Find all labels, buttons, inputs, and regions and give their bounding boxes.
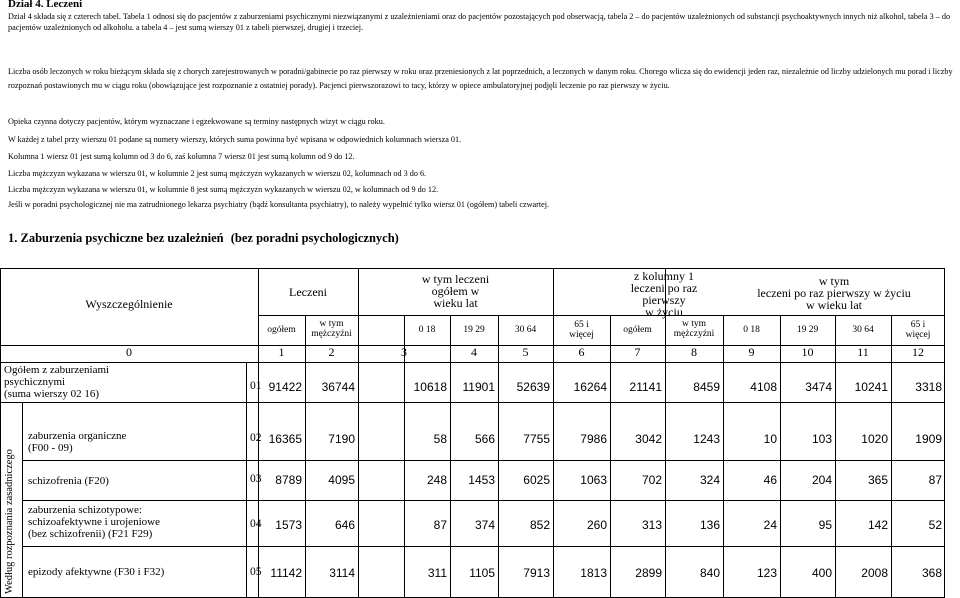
header-w-tym-label: w tym [319, 319, 344, 329]
row-code-05: 05 [250, 566, 262, 578]
table-cell-r04-c12: 52 [928, 518, 942, 532]
table-cell-r04-c6: 260 [586, 518, 607, 532]
rule [246, 362, 247, 598]
header-65-line2: więcej [569, 330, 594, 340]
row-01-label-line3: (suma wierszy 02 16) [4, 388, 100, 400]
header-w-tym-mezczyzni [305, 319, 358, 339]
table-title-main: 1. Zaburzenia psychiczne bez uzależnień [8, 231, 224, 245]
paragraph-opieka-czynna: Opieka czynna dotyczy pacjentów, którym wyznaczane i egzekwowane są terminy następnych wizyt w ciągu roku. [8, 117, 385, 126]
rule [22, 460, 945, 461]
header-age-19-29: 19 29 [463, 325, 485, 335]
header-z-kolumny-1-line1: z kolumny 1 [634, 269, 694, 283]
table-cell-r03-c10: 204 [811, 473, 832, 487]
row-05-label-line1: epizody afektywne (F30 i F32) [28, 566, 165, 578]
header-w-tym-mezczyzni-first [665, 319, 723, 339]
table-cell-r03-c2: 4095 [328, 473, 355, 487]
table-cell-r05-c2: 3114 [329, 566, 355, 580]
table-cell-r05-c12: 368 [921, 566, 942, 580]
row-04-label-line1: zaburzenia schizotypowe: [28, 504, 142, 516]
header-age-19-29-first: 19 29 [796, 325, 819, 335]
data-table [0, 268, 948, 595]
row-label-04 [28, 504, 243, 540]
section-heading: Dział 4. Leczeni [8, 0, 83, 10]
header-first-in-life-by-age [723, 275, 945, 311]
row-01-label-line1: Ogółem z zaburzeniami [4, 364, 110, 376]
header-mezczyzni-label: mężczyźni [311, 329, 352, 339]
row-01-label-line2: psychicznymi [4, 376, 66, 388]
table-cell-r04-c7: 313 [641, 518, 662, 532]
row-label-03 [28, 475, 243, 487]
table-cell-r01-c6: 16264 [573, 380, 607, 394]
header-first-age-line2: leczeni po raz pierwszy w życiu [757, 286, 911, 300]
rule [22, 402, 23, 598]
header-mezczyzni-label-first: mężczyźni [673, 329, 715, 339]
header-age-65-plus-first [891, 320, 945, 340]
row-04-label-line3: (bez schizofrenii) (F21 F29) [28, 528, 153, 540]
header-65-line2-first: więcej [905, 330, 931, 340]
table-cell-r05-c8: 840 [699, 566, 720, 580]
header-age-0-18-first: 0 18 [743, 325, 760, 335]
rule [258, 315, 945, 316]
table-cell-r02-c11: 1020 [861, 432, 888, 446]
table-cell-r03-c5: 6025 [523, 473, 550, 487]
header-z-kolumny-1-line2: leczeni po raz [630, 281, 698, 295]
table-cell-r04-c1: 1573 [275, 518, 302, 532]
table-cell-r03-c8: 324 [699, 473, 720, 487]
header-z-kolumny-1-line3: pierwszy [642, 293, 686, 307]
table-cell-r02-c6: 7986 [580, 432, 607, 446]
row-code-02: 02 [250, 432, 262, 444]
column-number-2: 2 [328, 345, 335, 359]
header-age-30-64-first: 30 64 [852, 325, 874, 335]
table-cell-r03-c11: 365 [867, 473, 888, 487]
table-cell-r04-c11: 142 [867, 518, 888, 532]
paragraph-row-sums: W każdej z tabel przy wierszu 01 podane są numery wierszy, których suma powinna być wpisana w odpowiednich kolumnach wiersza 01. [8, 135, 462, 144]
column-number-7: 7 [634, 345, 641, 359]
column-number-12: 12 [912, 345, 924, 359]
table-cell-r01-c7: 21141 [629, 380, 662, 394]
table-cell-r03-c9: 46 [763, 473, 777, 487]
table-cell-r02-c12: 1909 [915, 432, 942, 446]
header-z-kolumny-1-line4: w życiu [645, 305, 683, 319]
header-ogolem: ogółem [267, 325, 296, 335]
table-cell-r01-c3: 10618 [413, 380, 447, 394]
table-cell-r02-c9: 10 [763, 432, 777, 446]
header-w-tym-leczeni-line2: ogółem w [431, 284, 480, 298]
row-02-label-line1: zaburzenia organiczne [28, 430, 127, 442]
table-cell-r03-c3: 248 [426, 473, 447, 487]
table-cell-r01-c12: 3318 [915, 380, 942, 394]
table-cell-r05-c4: 1105 [469, 566, 495, 580]
column-number-9: 9 [748, 345, 755, 359]
rule [0, 402, 945, 403]
table-cell-r02-c4: 566 [474, 432, 495, 446]
table-cell-r05-c10: 400 [811, 566, 832, 580]
header-age-30-64: 30 64 [514, 325, 537, 335]
paragraph-leczeni-definition: Liczba osób leczonych w roku bieżącym składa się z chorych zarejestrowanych w poradni/gabinecie po raz pierwszy w roku oraz przeniesionych z lat poprzednich, a leczonych w danym roku. Chorego wlicza się do ewidencji jeden raz, niezależnie od liczby udzielonych mu porad i liczby rozpoznań postawionych mu w ciągu roku (obowiązujące jest rozpoznanie z ostatniej porady). Pacjenci pierwszorazowi to tacy, którzy w opiece ambulatoryjnej podjęli leczenie po raz pierwszy w życiu. [8, 67, 953, 90]
table-cell-r04-c8: 136 [699, 518, 720, 532]
table-cell-r05-c3: 311 [427, 566, 447, 580]
column-number-8: 8 [691, 345, 697, 359]
column-number-0: 0 [126, 345, 132, 359]
header-w-tym-label-first: w tym [681, 319, 706, 329]
table-cell-r04-c10: 95 [818, 518, 832, 532]
table-cell-r04-c3: 87 [433, 518, 447, 532]
column-number-4: 4 [471, 345, 477, 359]
table-cell-r03-c7: 702 [641, 473, 662, 487]
table-cell-r03-c1: 8789 [275, 473, 302, 487]
row-03-label-line1: schizofrenia (F20) [28, 475, 109, 487]
header-ogolem-first: ogółem [623, 325, 652, 335]
header-first-age-line1: w tym [818, 274, 850, 288]
table-cell-r04-c4: 374 [474, 518, 495, 532]
column-number-10: 10 [801, 345, 814, 359]
paragraph-men-col8: Liczba mężczyzn wykazana w wierszu 01, w kolumnie 8 jest sumą mężczyzn wykazanych w wierszu 02, w kolumnach od 9 do 12. [8, 185, 439, 194]
table-cell-r01-c2: 36744 [321, 380, 355, 394]
header-65-line1: 65 i [574, 320, 589, 330]
table-cell-r01-c5: 52639 [516, 380, 550, 394]
table-cell-r01-c8: 8459 [693, 380, 720, 394]
header-age-0-18: 0 18 [418, 325, 436, 335]
table-cell-r04-c2: 646 [334, 518, 355, 532]
table-cell-r02-c2: 7190 [328, 432, 355, 446]
table-title-note: (bez poradni psychologicznych) [230, 231, 399, 245]
row-04-label-line2: schizoafektywne i urojeniowe [28, 516, 160, 528]
header-age-65-plus [553, 320, 610, 340]
table-cell-r01-c1: 91422 [268, 380, 302, 394]
paragraph-column-sums: Kolumna 1 wiersz 01 jest sumą kolumn od 3 do 6, zaś kolumna 7 wiersz 01 jest sumą kolumn od 9 do 12. [8, 152, 355, 161]
column-number-6: 6 [578, 345, 585, 359]
table-cell-r03-c12: 87 [928, 473, 942, 487]
table-cell-r02-c5: 7755 [523, 432, 550, 446]
rule [22, 500, 945, 501]
header-leczeni: Leczeni [289, 285, 327, 299]
row-label-02 [28, 430, 243, 454]
column-number-11: 11 [857, 345, 869, 359]
table-cell-r05-c5: 7913 [523, 566, 550, 580]
table-cell-r01-c4: 11901 [462, 380, 495, 394]
header-wyszczegolnienie: Wyszczególnienie [85, 297, 173, 311]
header-w-tym-leczeni-line1: w tym leczeni [421, 272, 490, 286]
row-code-03: 03 [250, 473, 262, 485]
table-cell-r03-c4: 1453 [468, 473, 495, 487]
table-cell-r01-c11: 10241 [854, 380, 888, 394]
table-cell-r01-c10: 3474 [805, 380, 832, 394]
column-number-5: 5 [522, 345, 529, 359]
row-02-label-line2: (F00 - 09) [28, 442, 73, 454]
table-cell-r02-c7: 3042 [635, 432, 662, 446]
column-number-1: 1 [278, 345, 285, 359]
table-cell-r05-c9: 123 [756, 566, 777, 580]
table-title [8, 231, 399, 246]
table-cell-r05-c1: 11142 [270, 566, 302, 580]
table-cell-r04-c5: 852 [529, 518, 550, 532]
rule [22, 546, 945, 547]
table-cell-r02-c3: 58 [433, 432, 447, 446]
header-65-line1-first: 65 i [910, 320, 926, 330]
paragraph-men-col2: Liczba mężczyzn wykazana w wierszu 01, w kolumnie 2 jest sumą mężczyzn wykazanych w wierszu 02, kolumnach od 3 do 6. [8, 169, 427, 178]
row-label-01 [4, 364, 244, 400]
header-first-age-line3: w wieku lat [806, 298, 862, 312]
paragraph-psychology-clinic: Jeśli w poradni psychologicznej nie ma zatrudnionego lekarza psychiatry (bądź konsultanta psychiatry), to należy wypełnić tylko wiersz 01 (ogółem) tabeli czwartej. [8, 200, 550, 209]
paragraph-intro: Dział 4 składa się z czterech tabel. Tabela 1 odnosi się do pacjentów z zaburzeniami psychicznymi niezwiązanymi z uzależnieniami oraz do pacjentów pozostających pod obserwacją, tabela 2 – do pacjentów uzależnionych od substancji psychoaktywnych innych niż alkohol, tabela 3 – do pacjentów uzależnionych od alkoholu. a tabela 4 – jest sumą wierszy 01 z tabeli pierwszej, drugiej i trzeciej. [8, 12, 951, 32]
table-cell-r05-c6: 1813 [580, 566, 607, 580]
header-w-tym-leczeni-line3: wieku lat [433, 296, 478, 310]
table-cell-r04-c9: 24 [763, 518, 777, 532]
row-code-01: 01 [250, 380, 262, 392]
header-w-tym-leczeni [358, 273, 553, 309]
table-cell-r02-c8: 1243 [693, 432, 720, 446]
table-cell-r01-c9: 4108 [750, 380, 777, 394]
table-cell-r05-c7: 2899 [635, 566, 662, 580]
table-cell-r02-c1: 16365 [268, 432, 302, 446]
table-cell-r05-c11: 2008 [861, 566, 888, 580]
table-cell-r02-c10: 103 [811, 432, 832, 446]
header-z-kolumny-1 [608, 270, 720, 318]
column-number-3: 3 [401, 345, 407, 359]
row-label-05 [28, 566, 243, 578]
row-code-04: 04 [250, 518, 262, 530]
side-label-rozpoznanie: Według rozpoznania zasadniczego [4, 449, 15, 594]
rule [0, 362, 945, 363]
table-cell-r03-c6: 1063 [580, 473, 607, 487]
